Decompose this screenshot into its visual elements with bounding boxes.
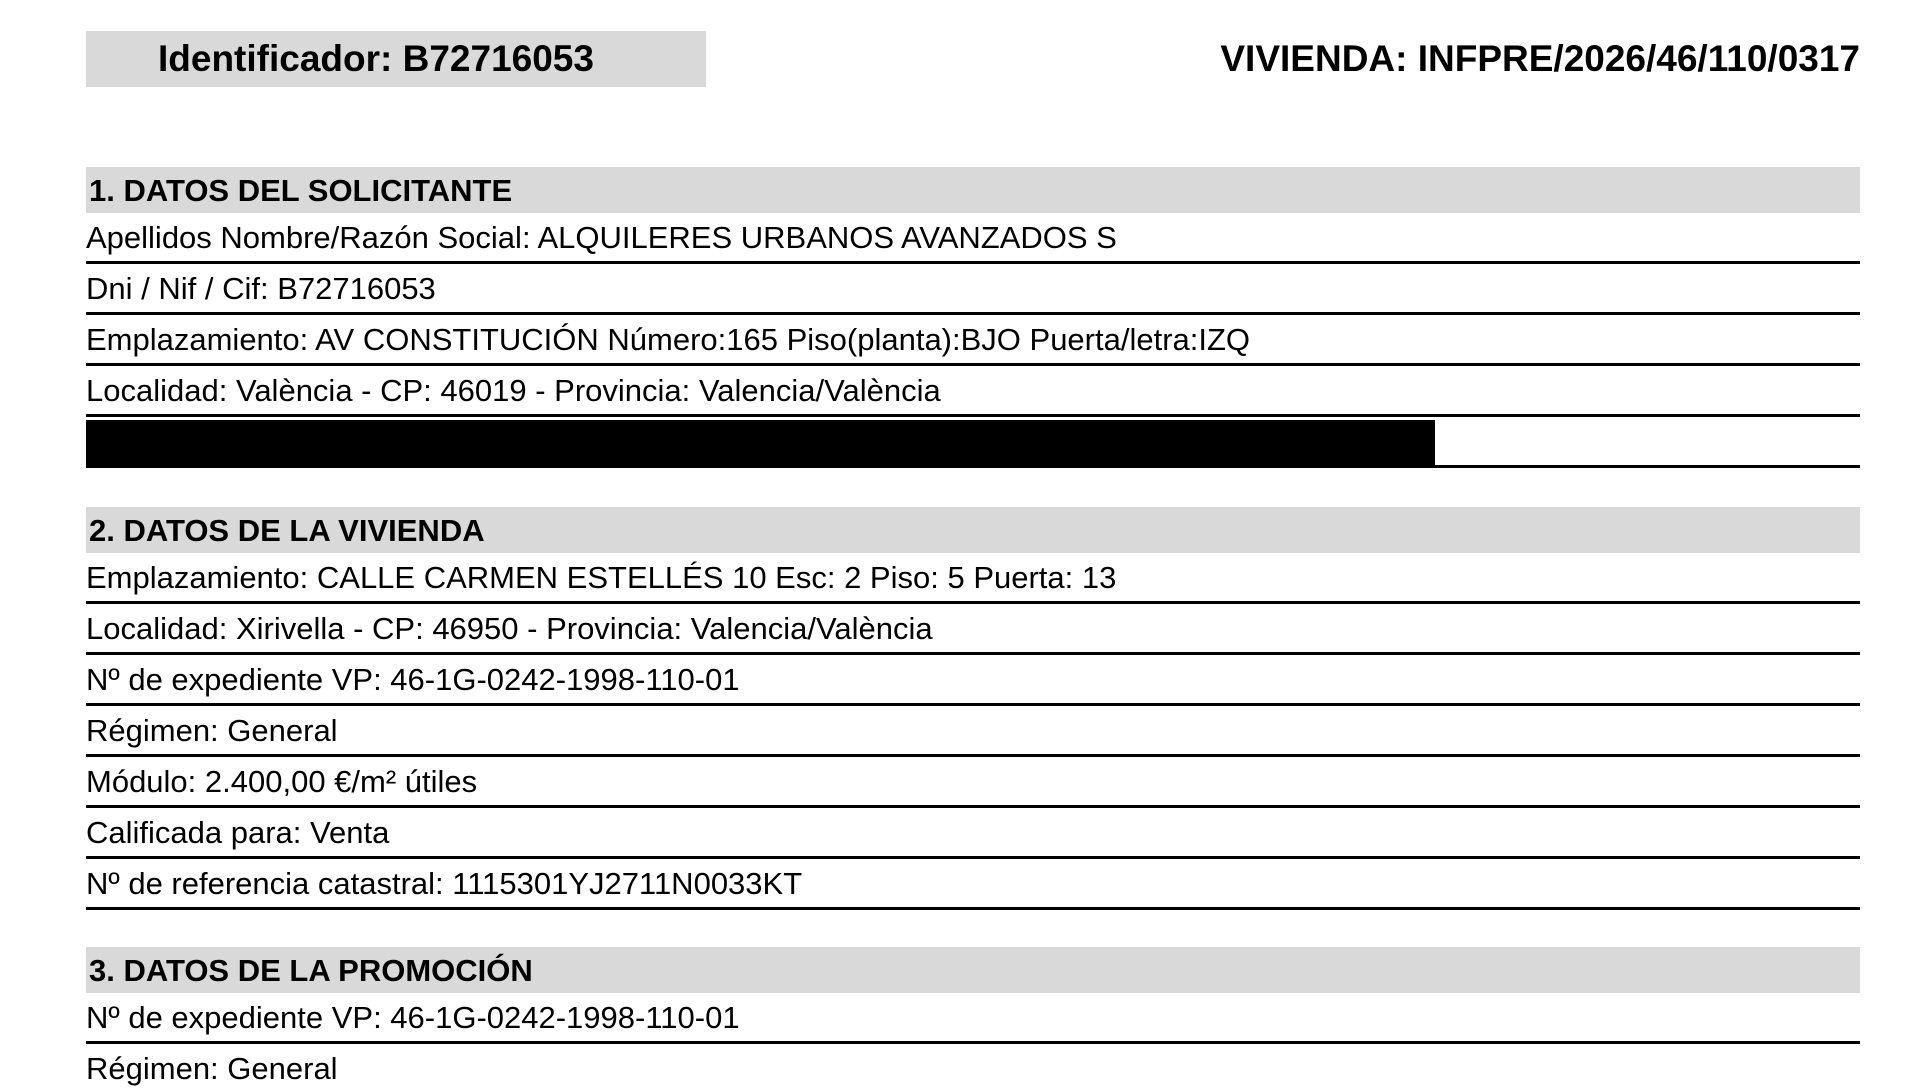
section-title: 2. DATOS DE LA VIVIENDA xyxy=(86,507,1860,553)
field-calificada: Calificada para: Venta xyxy=(86,808,1860,859)
vivienda-reference: VIVIENDA: INFPRE/2026/46/110/0317 xyxy=(1220,38,1860,79)
field-modulo: Módulo: 2.400,00 €/m² útiles xyxy=(86,757,1860,808)
field-expediente-vp: Nº de expediente VP: 46-1G-0242-1998-110-01 xyxy=(86,655,1860,706)
field-razon-social: Apellidos Nombre/Razón Social: ALQUILERES URBANOS AVANZADOS S xyxy=(86,213,1860,264)
section-title: 1. DATOS DEL SOLICITANTE xyxy=(86,167,1860,213)
redaction-bar xyxy=(86,420,1435,465)
field-regimen: Régimen: General xyxy=(86,1051,338,1086)
field-localidad: Localidad: València - CP: 46019 - Provincia: Valencia/València xyxy=(86,366,1860,417)
section-title: 3. DATOS DE LA PROMOCIÓN xyxy=(86,947,1860,993)
field-localidad: Localidad: Xirivella - CP: 46950 - Provincia: Valencia/València xyxy=(86,604,1860,655)
field-expediente-vp: Nº de expediente VP: 46-1G-0242-1998-110-01 xyxy=(86,993,1860,1044)
redacted-row xyxy=(86,417,1860,468)
identifier-label: Identificador: B72716053 xyxy=(86,31,706,87)
section-datos-solicitante xyxy=(86,167,1860,468)
document-header xyxy=(86,31,1860,87)
section-datos-promocion xyxy=(86,947,1860,1092)
field-emplazamiento: Emplazamiento: CALLE CARMEN ESTELLÉS 10 Esc: 2 Piso: 5 Puerta: 13 xyxy=(86,553,1860,604)
field-nif: Dni / Nif / Cif: B72716053 xyxy=(86,264,1860,315)
field-referencia-catastral: Nº de referencia catastral: 1115301YJ2711N0033KT xyxy=(86,859,1860,910)
field-regimen: Régimen: General xyxy=(86,706,1860,757)
field-emplazamiento: Emplazamiento: AV CONSTITUCIÓN Número:165 Piso(planta):BJO Puerta/letra:IZQ xyxy=(86,315,1860,366)
section-datos-vivienda xyxy=(86,507,1860,910)
